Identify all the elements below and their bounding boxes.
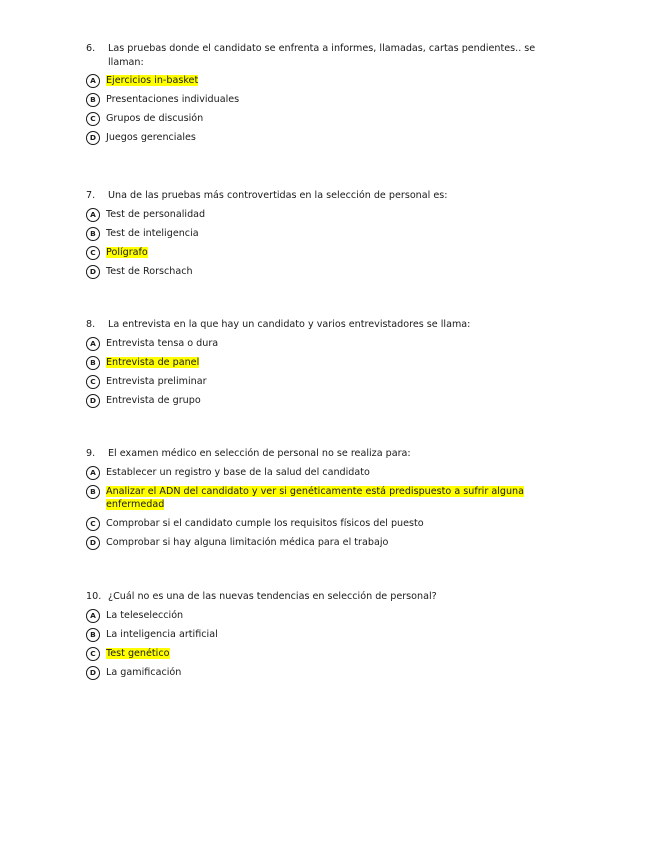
option-letter-b-icon: B	[86, 93, 100, 107]
option-letter-d-icon: D	[86, 394, 100, 408]
question-stem	[86, 318, 566, 332]
option-letter-a-icon: A	[86, 466, 100, 480]
option-a[interactable]	[86, 74, 566, 88]
option-text: Juegos gerenciales	[106, 132, 196, 143]
question-stem	[86, 447, 566, 461]
question-number: 9.	[86, 448, 96, 459]
option-c[interactable]	[86, 375, 566, 389]
option-d[interactable]	[86, 666, 566, 680]
question-text: Una de las pruebas más controvertidas en la selección de personal es:	[108, 190, 448, 201]
question-number: 6.	[86, 43, 96, 54]
option-letter-b-icon: B	[86, 356, 100, 370]
option-d[interactable]	[86, 394, 566, 408]
option-d[interactable]	[86, 131, 566, 145]
option-letter-d-icon: D	[86, 131, 100, 145]
option-text: Entrevista de grupo	[106, 394, 201, 406]
option-letter-c-icon: C	[86, 246, 100, 260]
option-text: Establecer un registro y base de la salud del candidato	[106, 466, 370, 478]
question-text: Las pruebas donde el candidato se enfrenta a informes, llamadas, cartas pendientes.. se llaman:	[108, 43, 536, 68]
option-letter-a-icon: A	[86, 74, 100, 88]
option-text: Test de inteligencia	[106, 227, 199, 239]
option-letter-c-icon: C	[86, 647, 100, 661]
option-letter-c-icon: C	[86, 112, 100, 126]
option-text: Comprobar si el candidato cumple los requisitos físicos del puesto	[106, 517, 424, 529]
option-text: Entrevista de panel	[106, 356, 200, 368]
question-10	[86, 590, 566, 680]
option-d[interactable]	[86, 536, 566, 550]
option-c[interactable]	[86, 647, 566, 661]
option-letter-c-icon: C	[86, 517, 100, 531]
option-letter-d-icon: D	[86, 536, 100, 550]
option-a[interactable]	[86, 466, 566, 480]
option-text: Grupos de discusión	[106, 113, 204, 124]
option-c[interactable]	[86, 517, 566, 531]
option-letter-a-icon: A	[86, 609, 100, 623]
question-text: La entrevista en la que hay un candidato y varios entrevistadores se llama:	[108, 319, 471, 330]
question-stem	[86, 42, 566, 69]
option-letter-b-icon: B	[86, 628, 100, 642]
question-number: 8.	[86, 319, 96, 330]
option-text: Test genético	[106, 647, 170, 659]
option-text: Test de Rorschach	[106, 265, 193, 277]
question-9	[86, 447, 566, 550]
option-a[interactable]	[86, 337, 566, 351]
option-text: La gamificación	[106, 666, 182, 678]
question-6	[86, 42, 566, 145]
question-text: El examen médico en selección de personal no se realiza para:	[108, 448, 411, 459]
question-number: 7.	[86, 190, 96, 201]
option-text: Analizar el ADN del candidato y ver si genéticamente está predispuesto a sufrir alguna enfermedad	[106, 485, 524, 510]
option-d[interactable]	[86, 265, 566, 279]
option-text: Test de personalidad	[106, 208, 206, 220]
question-8	[86, 318, 566, 408]
option-b[interactable]	[86, 628, 566, 642]
option-a[interactable]	[86, 208, 566, 222]
option-c[interactable]	[86, 112, 566, 126]
option-letter-b-icon: B	[86, 227, 100, 241]
option-text: Entrevista preliminar	[106, 375, 207, 387]
question-text: ¿Cuál no es una de las nuevas tendencias en selección de personal?	[108, 591, 437, 602]
option-letter-a-icon: A	[86, 337, 100, 351]
option-b[interactable]	[86, 93, 566, 107]
question-stem	[86, 189, 566, 203]
option-text: Entrevista tensa o dura	[106, 337, 219, 349]
option-text: Polígrafo	[106, 246, 148, 258]
question-number: 10.	[86, 591, 102, 602]
option-b[interactable]	[86, 485, 566, 512]
option-b[interactable]	[86, 227, 566, 241]
option-b[interactable]	[86, 356, 566, 370]
option-letter-d-icon: D	[86, 265, 100, 279]
option-text: Presentaciones individuales	[106, 94, 240, 105]
option-letter-a-icon: A	[86, 208, 100, 222]
option-text: La inteligencia artificial	[106, 628, 218, 640]
option-text: Comprobar si hay alguna limitación médica para el trabajo	[106, 536, 389, 548]
option-letter-b-icon: B	[86, 485, 100, 499]
option-text: Ejercicios in-basket	[106, 75, 199, 86]
option-letter-d-icon: D	[86, 666, 100, 680]
option-text: La teleselección	[106, 609, 184, 621]
question-7	[86, 189, 566, 279]
option-a[interactable]	[86, 609, 566, 623]
option-letter-c-icon: C	[86, 375, 100, 389]
question-stem	[86, 590, 566, 604]
option-c[interactable]	[86, 246, 566, 260]
